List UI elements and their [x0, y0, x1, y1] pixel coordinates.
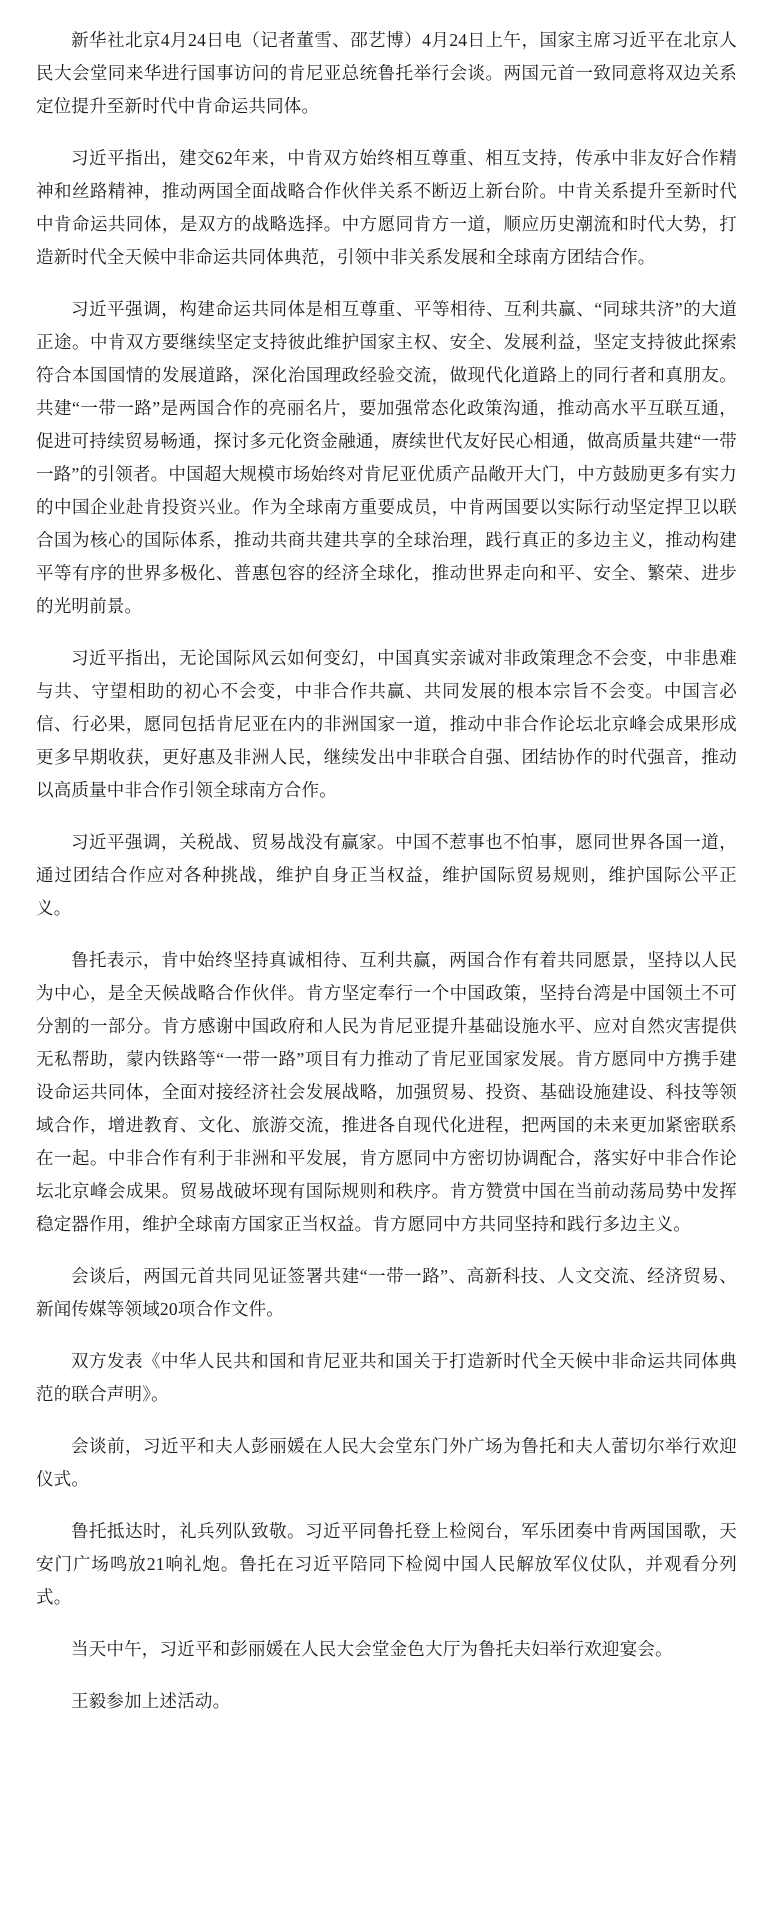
article-paragraph: 习近平指出，无论国际风云如何变幻，中国真实亲诚对非政策理念不会变，中非患难与共、守望相助的初心不会变，中非合作共赢、共同发展的根本宗旨不会变。中国言必信、行必果，愿同包括肯尼亚在内的非洲国家一道，推动中非合作论坛北京峰会成果形成更多早期收获，更好惠及非洲人民，继续发出中非联合自强、团结协作的时代强音，推动以高质量中非合作引领全球南方合作。	[36, 648, 737, 800]
article-paragraph: 会谈前，习近平和夫人彭丽媛在人民大会堂东门外广场为鲁托和夫人蕾切尔举行欢迎仪式。	[36, 1436, 737, 1489]
article-paragraph: 习近平强调，构建命运共同体是相互尊重、平等相待、互利共赢、“同球共济”的大道正途。中肯双方要继续坚定支持彼此维护国家主权、安全、发展利益，坚定支持彼此探索符合本国国情的发展道路，深化治国理政经验交流，做现代化道路上的同行者和真朋友。共建“一带一路”是两国合作的亮丽名片，要加强常态化政策沟通，推动高水平互联互通，促进可持续贸易畅通，探讨多元化资金融通，赓续世代友好民心相通，做高质量共建“一带一路”的引领者。中国超大规模市场始终对肯尼亚优质产品敞开大门，中方鼓励更多有实力的中国企业赴肯投资兴业。作为全球南方重要成员，中肯两国要以实际行动坚定捍卫以联合国为核心的国际体系，推动共商共建共享的全球治理，践行真正的多边主义，推动构建平等有序的世界多极化、普惠包容的经济全球化，推动世界走向和平、安全、繁荣、进步的光明前景。	[36, 299, 737, 616]
article-paragraph: 新华社北京4月24日电（记者董雪、邵艺博）4月24日上午，国家主席习近平在北京人民大会堂同来华进行国事访问的肯尼亚总统鲁托举行会谈。两国元首一致同意将双边关系定位提升至新时代中肯命运共同体。	[36, 30, 737, 116]
article-paragraph: 当天中午，习近平和彭丽媛在人民大会堂金色大厅为鲁托夫妇举行欢迎宴会。	[71, 1639, 673, 1659]
article-paragraph: 鲁托表示，肯中始终坚持真诚相待、互利共赢，两国合作有着共同愿景，坚持以人民为中心，是全天候战略合作伙伴。肯方坚定奉行一个中国政策，坚持台湾是中国领土不可分割的一部分。肯方感谢中国政府和人民为肯尼亚提升基础设施水平、应对自然灾害提供无私帮助，蒙内铁路等“一带一路”项目有力推动了肯尼亚国家发展。肯方愿同中方携手建设命运共同体，全面对接经济社会发展战略，加强贸易、投资、基础设施建设、科技等领域合作，增进教育、文化、旅游交流，推进各自现代化进程，把两国的未来更加紧密联系在一起。中非合作有利于非洲和平发展，肯方愿同中方密切协调配合，落实好中非合作论坛北京峰会成果。贸易战破坏现有国际规则和秩序。肯方赞赏中国在当前动荡局势中发挥稳定器作用，维护全球南方国家正当权益。肯方愿同中方共同坚持和践行多边主义。	[36, 950, 737, 1234]
article-paragraph: 会谈后，两国元首共同见证签署共建“一带一路”、高新科技、人文交流、经济贸易、新闻传媒等领域20项合作文件。	[36, 1266, 737, 1319]
article-paragraph: 习近平强调，关税战、贸易战没有赢家。中国不惹事也不怕事，愿同世界各国一道，通过团结合作应对各种挑战，维护自身正当权益，维护国际贸易规则，维护国际公平正义。	[36, 832, 737, 918]
article-paragraph: 鲁托抵达时，礼兵列队致敬。习近平同鲁托登上检阅台，军乐团奏中肯两国国歌，天安门广场鸣放21响礼炮。鲁托在习近平陪同下检阅中国人民解放军仪仗队，并观看分列式。	[36, 1521, 737, 1607]
article-paragraph: 王毅参加上述活动。	[71, 1691, 231, 1711]
article-paragraph: 双方发表《中华人民共和国和肯尼亚共和国关于打造新时代全天候中非命运共同体典范的联合声明》。	[36, 1351, 737, 1404]
article-paragraph: 习近平指出，建交62年来，中肯双方始终相互尊重、相互支持，传承中非友好合作精神和丝路精神，推动两国全面战略合作伙伴关系不断迈上新台阶。中肯关系提升至新时代中肯命运共同体，是双方的战略选择。中方愿同肯方一道，顺应历史潮流和时代大势，打造新时代全天候中非命运共同体典范，引领中非关系发展和全球南方团结合作。	[36, 148, 737, 267]
